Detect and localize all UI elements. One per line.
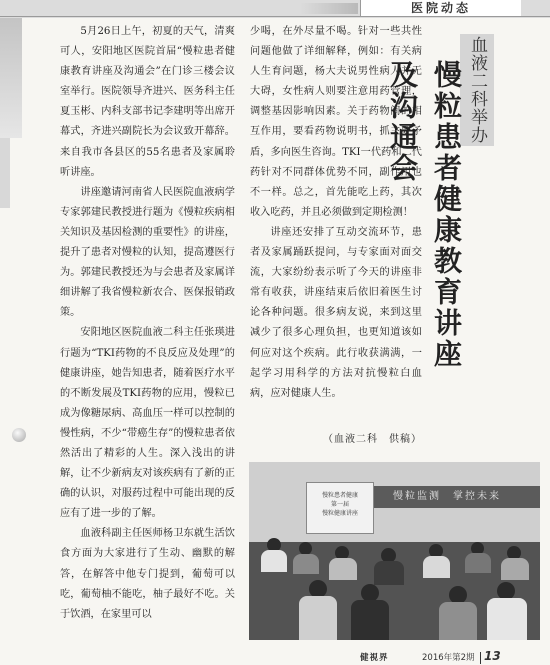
decorative-sphere-icon: [12, 428, 26, 442]
header-decoration: [300, 3, 358, 14]
audience-member: [261, 550, 287, 572]
audience-member: [329, 558, 357, 580]
audience-member: [501, 558, 529, 580]
magazine-name: 健視界: [360, 653, 389, 663]
header-rule: [0, 16, 550, 17]
audience-member: [293, 554, 319, 574]
audience-member: [299, 596, 337, 640]
paragraph: 讲座邀请河南省人民医院血液病学专家郭建民教授进行题为《慢粒疾病相关知识及基因检测的重要性》的讲座，提升了患者对慢粒的认知，提高遵医行为。郭建民教授还为与会患者及家属详细讲解了我省慢粒新农合、医保报销政策。: [60, 186, 235, 319]
page-header: [0, 0, 550, 18]
article-credit: （血液二科 供稿）: [323, 434, 422, 445]
audience-member: [423, 556, 450, 578]
paragraph: 血液科副主任医师杨卫东就生活饮食方面为大家进行了生动、幽默的解答，在解答中他专门提到，葡萄可以吃，葡萄柚不能吃，柚子最好不吃。关于饮酒，在家里可以: [60, 528, 235, 620]
paragraph: 讲座还安排了互动交流环节，患者及家属踊跃提问，与专家面对面交流，大家纷纷表示听了今天的讲座非常有收获，讲座结束后依旧着医生讨论各种问题。很多病友说，来到这里减少了很多心理负担，也更知道该如何应对这个疾病。此行收获满满，一起学习用科学的方法对抗慢粒白血病，应对健康人生。: [250, 226, 422, 399]
paragraph: 5月26日上午，初夏的天气，清爽可人，安阳地区医院首届“慢粒患者健康教育讲座及沟通会”在门诊三楼会议室举行。医院领导齐进兴、医务科主任夏玉彬、内科支部书记李建明等出席开幕式，齐进兴副院长为会议致开幕辞。来自我市各县区的55名患者及家属聆听讲座。: [60, 26, 235, 178]
left-decoration-lower: [0, 138, 10, 208]
audience-member: [487, 598, 527, 640]
photo-banner: 慢粒监测 掌控未来: [329, 486, 540, 508]
event-photo: [249, 462, 540, 640]
article-kicker: 血液二科举办: [460, 34, 494, 146]
paragraph-continued: 少喝，在外尽量不喝。针对一些共性问题他做了详细解释，例如：有关病人生育问题，杨大夫说男性病人并无大碍，女性病人则要注意用药管理，调整基因影响因素。关于药物间的相互作用，要看药物说明书，抓主要矛盾，多向医生咨询。TKI一代药和二代药针对不同群体优势不同，副作用也不一样。总之，首先能吃上药，其次收入吃药，并且必须做到定期检测！: [250, 26, 422, 218]
audience-member: [465, 553, 491, 573]
photo-projection-screen: [306, 482, 374, 534]
article-column-left: [60, 22, 235, 625]
screen-line: 慢粒患者健康: [321, 492, 358, 499]
page-footer: [360, 651, 550, 665]
screen-line: 慢粒健康讲座: [321, 510, 358, 517]
audience-member: [439, 602, 477, 640]
issue-label: 2016年第2期: [422, 653, 475, 663]
section-title: 医院动态: [360, 0, 521, 17]
footer-divider: [480, 652, 481, 664]
page-number: 13: [484, 649, 501, 663]
article-title: 慢粒患者健康教育讲座及沟通会: [386, 60, 463, 370]
audience-member: [351, 600, 389, 640]
screen-line: 第一届: [330, 501, 349, 508]
audience-member: [374, 561, 404, 585]
left-decoration: [0, 18, 22, 138]
paragraph: 安阳地区医院血液二科主任张瑛进行题为“TKI药物的不良反应及处理”的健康讲座，她告知患者，随着医疗水平的不断发展及TKI药物的应用，慢粒已成为像糖尿病、高血压一样可以控制的慢性病，不少“带癌生存”的慢粒患者依然活出了精彩的人生。深入浅出的讲解，让不少新病友对该疾病有了新的正确的认识，对服药过程中可能出现的反应有了进一步的了解。: [60, 327, 235, 520]
